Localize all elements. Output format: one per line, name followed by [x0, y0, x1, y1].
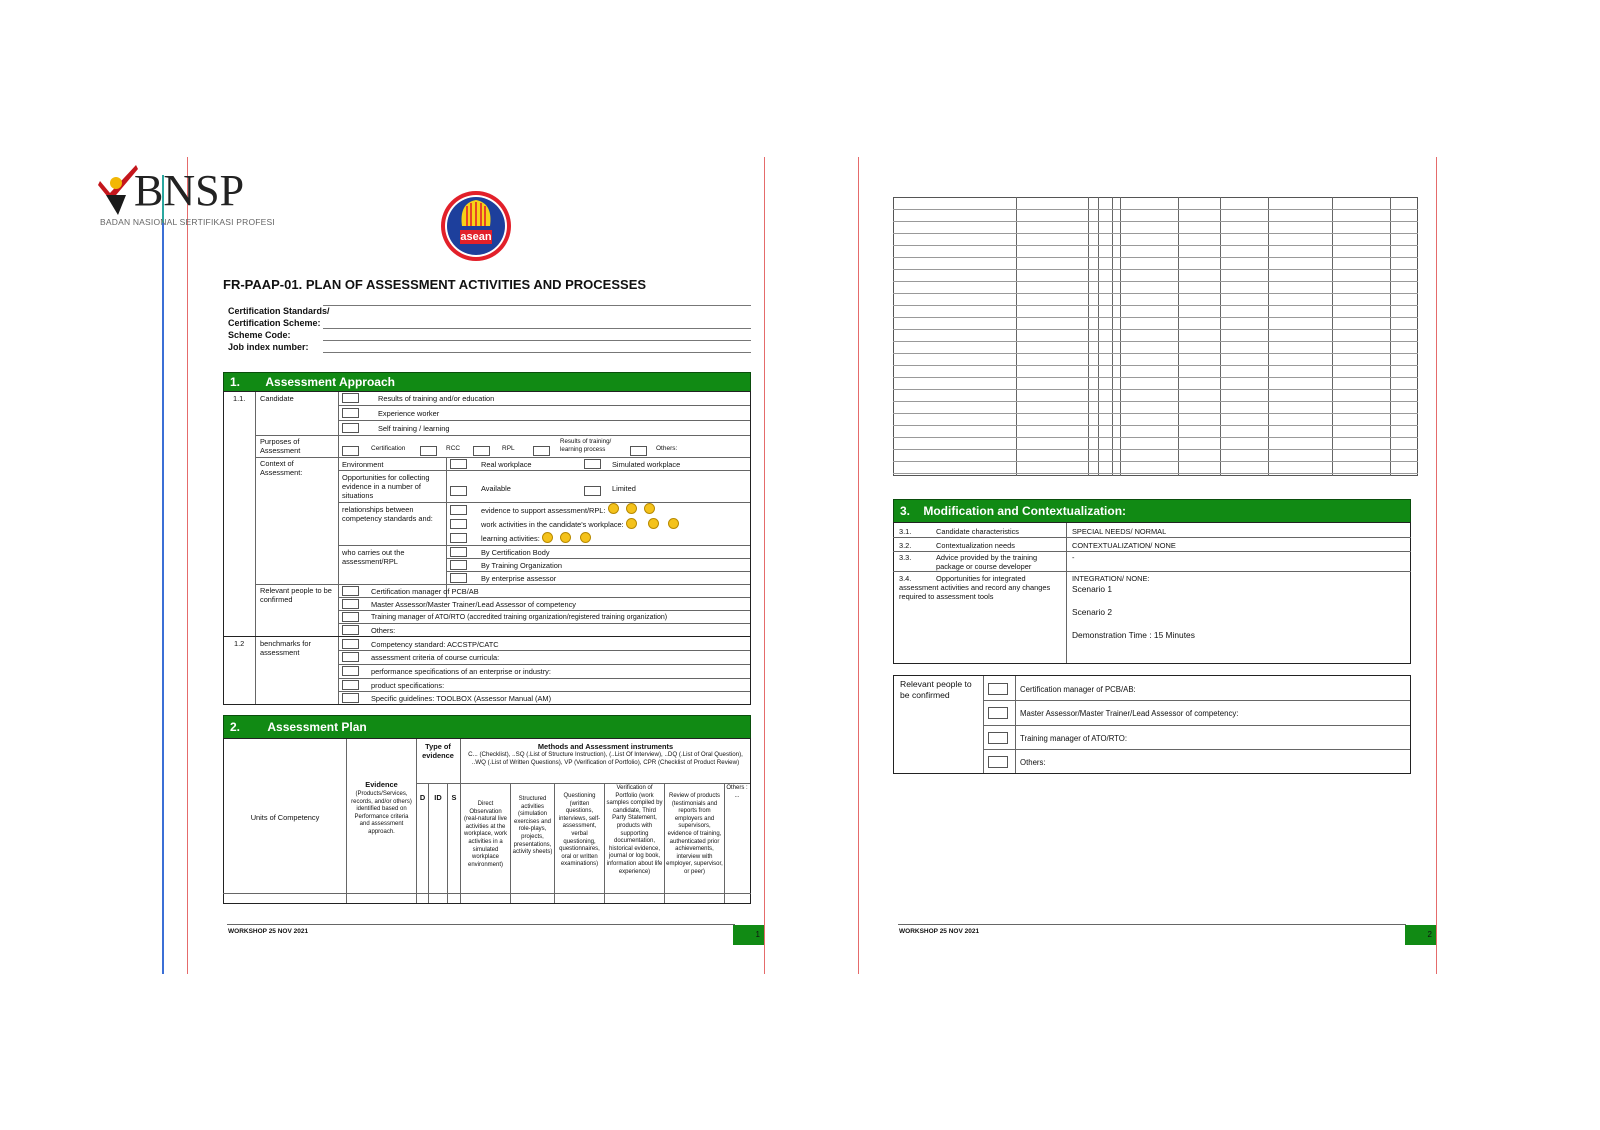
page-2-number: 2 — [1405, 925, 1436, 945]
checkbox[interactable] — [988, 683, 1008, 695]
smiley-sad-icon[interactable] — [668, 518, 679, 529]
checkbox[interactable] — [342, 393, 359, 403]
method-col-direct-observation: Direct Observation (real-natural live activities at the workplace, work activities in a simulated workplace environment) — [463, 801, 508, 868]
grid-row-line — [893, 389, 1418, 390]
row-line — [983, 725, 1410, 726]
section-1-title: Assessment Approach — [265, 375, 395, 389]
relevant-option: Master Assessor/Master Trainer/Lead Assessor of competency — [371, 600, 576, 609]
method-col-questioning: Questioning (written questions, interviews, self-assessment, verbal questioning, questionnaires, oral or written examinations) — [558, 793, 601, 868]
checkbox[interactable] — [342, 612, 359, 622]
scenario-1: Scenario 1 — [1072, 584, 1113, 594]
grid-row-line — [893, 365, 1418, 366]
grid-row-line — [893, 341, 1418, 342]
grid-row-line — [893, 245, 1418, 246]
grid-row-line — [893, 221, 1418, 222]
grid-col-line — [1178, 197, 1179, 476]
checkbox[interactable] — [420, 446, 437, 456]
red-guide-line-3 — [858, 157, 859, 974]
grid-row-line — [893, 473, 1418, 474]
purpose-option: Results of training/ learning process — [560, 438, 612, 453]
bnsp-logo-subtitle: BADAN NASIONAL SERTIFIKASI PROFESI — [100, 217, 275, 227]
relationships-label: relationships between competency standards and: — [342, 505, 433, 523]
row-line — [983, 700, 1410, 701]
checkbox[interactable] — [342, 446, 359, 456]
purpose-option: Certification — [371, 445, 406, 452]
grid-row-line — [893, 449, 1418, 450]
section-2-header — [223, 715, 751, 739]
smiley-sad-icon[interactable] — [580, 532, 591, 543]
grid-row-line — [893, 305, 1418, 306]
checkbox[interactable] — [342, 408, 359, 418]
section-2-number: 2. — [230, 720, 241, 734]
who-carries-label: who carries out the assessment/RPL — [342, 548, 405, 566]
row-line — [338, 502, 750, 503]
smiley-sad-icon[interactable] — [644, 503, 655, 514]
checkbox[interactable] — [533, 446, 550, 456]
grid-row-line — [893, 329, 1418, 330]
row-line — [893, 537, 1411, 538]
grid-row-line — [893, 377, 1418, 378]
relevant-option: Certification manager of PCB/AB: — [1020, 685, 1136, 694]
row-1-1-number: 1.1. — [233, 394, 246, 403]
red-guide-line-4 — [1436, 157, 1437, 974]
evidence-header: Evidence — [365, 780, 398, 789]
row-3-3-number: 3.3. — [899, 553, 912, 562]
real-workplace-label: Real workplace — [481, 460, 532, 469]
grid-row-line — [893, 209, 1418, 210]
row-line — [255, 435, 750, 436]
grid-row-line — [893, 461, 1418, 462]
section-3-number: 3. — [900, 504, 911, 518]
checkbox[interactable] — [450, 519, 467, 529]
meta-line[interactable] — [323, 328, 751, 329]
relevant-people-label: Relevant people to be confirmed — [260, 586, 332, 604]
candidate-option: Experience worker — [378, 409, 440, 418]
section-1-header — [223, 372, 751, 392]
checkbox[interactable] — [342, 423, 359, 433]
row-3-2-label: Contextualization needs — [936, 541, 1015, 550]
grid-row-line — [893, 257, 1418, 258]
row-line — [893, 571, 1411, 572]
col-line — [346, 739, 347, 903]
asean-logo-text: asean — [460, 231, 492, 243]
page-1-number: 1 — [733, 925, 764, 945]
benchmark-option: Specific guidelines: TOOLBOX (Assessor Manual (AM) — [371, 694, 552, 703]
row-line — [338, 405, 750, 406]
purpose-option: RPL — [502, 445, 515, 452]
method-col-portfolio: Verification of Portfolio (work samples compiled by candidate, Third Party Statement, products with supporting documentation, historical evidence, journal or log book, information about life experience) — [606, 785, 663, 875]
grid-row-line — [893, 281, 1418, 282]
grid-col-line — [1332, 197, 1333, 476]
benchmark-option: assessment criteria of course curricula: — [371, 653, 500, 662]
relevant-option: Others: — [1020, 758, 1046, 767]
row-line — [338, 597, 750, 598]
row-3-2-number: 3.2. — [899, 541, 912, 550]
row-line — [338, 470, 750, 471]
row-line — [223, 893, 751, 894]
candidate-option: Results of training and/or education — [378, 394, 495, 403]
meta-scheme-code: Scheme Code: — [228, 330, 291, 340]
checkbox[interactable] — [473, 446, 490, 456]
relationship-option: learning activities: — [481, 534, 540, 543]
grid-row-line — [893, 293, 1418, 294]
col-line — [1066, 523, 1067, 663]
meta-line[interactable] — [323, 305, 751, 306]
row-line — [223, 636, 751, 637]
row-line — [338, 610, 750, 611]
page-2-footer: WORKSHOP 25 NOV 2021 — [899, 928, 980, 935]
row-line — [446, 558, 750, 559]
footer-line — [227, 924, 735, 925]
grid-col-line — [1268, 197, 1269, 476]
grid-row-line — [893, 269, 1418, 270]
grid-col-line — [1390, 197, 1391, 476]
smiley-neutral-icon[interactable] — [648, 518, 659, 529]
row-line — [338, 664, 750, 665]
available-label: Available — [481, 484, 511, 493]
candidate-option: Self training / learning — [378, 424, 450, 433]
purpose-option: RCC — [446, 445, 461, 452]
grid-col-line — [1220, 197, 1221, 476]
checkbox[interactable] — [342, 693, 359, 703]
benchmark-option: Competency standard: ACCSTP/CATC — [371, 640, 499, 649]
row-3-1-value: SPECIAL NEEDS/ NORMAL — [1072, 527, 1167, 536]
smiley-happy-icon[interactable] — [608, 503, 619, 514]
blue-guide-line — [162, 222, 164, 974]
benchmark-option: performance specifications of an enterprise or industry: — [371, 667, 551, 676]
environment-label: Environment — [342, 460, 384, 469]
row-3-3-label: Advice provided by the training package or course developer — [936, 553, 1038, 571]
row-1-2-number: 1.2 — [234, 639, 245, 648]
section-3-title: Modification and Contextualization: — [923, 504, 1127, 518]
smiley-neutral-icon[interactable] — [626, 503, 637, 514]
col-line — [416, 739, 417, 903]
benchmark-option: product specifications: — [371, 681, 445, 690]
relationship-option: work activities in the candidate's workplace: — [481, 520, 624, 529]
checkbox[interactable] — [342, 625, 359, 635]
limited-label: Limited — [612, 484, 636, 493]
who-option: By Certification Body — [481, 548, 550, 557]
type-d: D — [419, 793, 426, 802]
relevant-option: Others: — [371, 626, 396, 635]
meta-cert-scheme: Certification Scheme: — [228, 318, 321, 328]
row-line — [255, 457, 750, 458]
document-title: FR-PAAP-01. PLAN OF ASSESSMENT ACTIVITIES AND PROCESSES — [223, 277, 647, 292]
methods-header: Methods and Assessment instruments — [537, 742, 674, 751]
row-line — [983, 749, 1410, 750]
smiley-happy-icon[interactable] — [626, 518, 637, 529]
asean-rice-sheaf-emblem-icon — [440, 190, 512, 262]
grid-row-line — [893, 233, 1418, 234]
checkbox[interactable] — [450, 505, 467, 515]
checkbox[interactable] — [988, 756, 1008, 768]
checkbox[interactable] — [342, 652, 359, 662]
relevant-option: Training manager of ATO/RTO: — [1020, 734, 1128, 743]
type-id: ID — [434, 793, 442, 802]
row-3-2-value: CONTEXTUALIZATION/ NONE — [1072, 541, 1176, 550]
row-line — [338, 691, 750, 692]
method-col-review-products: Review of products (testimonials and reports from employers and supervisors, evidence of training, authenticated prior achievements, interview with employer, supervisor, or peer) — [666, 793, 723, 875]
grid-col-line — [1120, 197, 1121, 476]
purpose-option: Others: — [656, 445, 678, 452]
method-col-others: Others : ... — [726, 785, 748, 799]
grid-col-line — [1112, 197, 1113, 476]
checkbox[interactable] — [450, 547, 467, 557]
who-option: By enterprise assessor — [481, 574, 557, 583]
opportunities-label: Opportunities for collecting evidence in a number of situations — [342, 473, 430, 500]
relevant-option: Training manager of ATO/RTO (accredited training organization/registered training organization) — [371, 614, 668, 621]
meta-line[interactable] — [323, 340, 751, 341]
row-line — [338, 545, 750, 546]
checkbox[interactable] — [342, 599, 359, 609]
grid-row-line — [893, 401, 1418, 402]
relevant-people-label: Relevant people to be confirmed — [900, 679, 972, 700]
grid-col-line — [1016, 197, 1017, 476]
checkbox[interactable] — [342, 639, 359, 649]
relevant-option: Certification manager of PCB/AB — [371, 587, 479, 596]
checkbox[interactable] — [988, 707, 1008, 719]
checkbox[interactable] — [342, 666, 359, 676]
grid-col-line — [1098, 197, 1099, 476]
method-col-structured-activities: Structured activities (simulation exercises and role-plays, projects, presentations, activity sheets) — [512, 796, 553, 856]
col-line — [724, 783, 725, 903]
methods-subheader: C... (Checklist), ..SQ (.List of Structure Instruction), (..List Of Interview), ..DQ (.List of Oral Question), ..WQ (.List of Written Questions), VP (Verification of Portfolio), CPR (Checklist of Product Review) — [468, 751, 743, 766]
checkbox[interactable] — [342, 680, 359, 690]
simulated-workplace-label: Simulated workplace — [612, 460, 681, 469]
checkbox[interactable] — [630, 446, 647, 456]
col-line — [604, 783, 605, 903]
row-3-4-label: Opportunities for integrated assessment activities and record any changes required to assessment tools — [899, 574, 1051, 601]
checkbox[interactable] — [450, 560, 467, 570]
smiley-neutral-icon[interactable] — [560, 532, 571, 543]
grid-row-line — [893, 437, 1418, 438]
grid-row-line — [893, 425, 1418, 426]
demonstration-time: Demonstration Time : 15 Minutes — [1072, 630, 1195, 640]
relationship-option: evidence to support assessment/RPL: — [481, 506, 606, 515]
row-3-1-number: 3.1. — [899, 527, 912, 536]
continued-grid-table[interactable] — [893, 197, 1418, 476]
row-3-1-label: Candidate characteristics — [936, 527, 1019, 536]
relevant-option: Master Assessor/Master Trainer/Lead Assessor of competency: — [1020, 709, 1239, 718]
meta-job-index: Job index number: — [228, 342, 309, 352]
context-label: Context of Assessment: — [260, 459, 303, 477]
row-3-4-number: 3.4. — [899, 574, 912, 583]
row-line — [416, 783, 750, 784]
col-line — [446, 458, 447, 598]
red-guide-line-1 — [187, 157, 188, 974]
benchmarks-label: benchmarks for assessment — [260, 639, 311, 657]
type-of-evidence-header: Type of evidence — [422, 742, 454, 760]
checkbox[interactable] — [988, 732, 1008, 744]
col-line — [554, 783, 555, 903]
checkbox[interactable] — [450, 533, 467, 543]
bnsp-logo-text: BNSP — [134, 166, 245, 215]
row-line — [338, 420, 750, 421]
units-of-competency-header: Units of Competency — [250, 813, 320, 822]
grid-row-line — [893, 353, 1418, 354]
who-option: By Training Organization — [481, 561, 562, 570]
row-line — [338, 650, 750, 651]
checkbox[interactable] — [584, 486, 601, 496]
grid-row-line — [893, 413, 1418, 414]
red-guide-line-2 — [764, 157, 765, 974]
purposes-label: Purposes of Assessment — [260, 437, 301, 455]
section-2-title: Assessment Plan — [267, 720, 367, 734]
col-line — [460, 739, 461, 903]
meta-cert-standards: Certification Standards/ — [228, 306, 330, 316]
section-1-number: 1. — [230, 375, 241, 389]
candidate-label: Candidate — [260, 394, 294, 403]
meta-line[interactable] — [323, 352, 751, 353]
row-line — [446, 571, 750, 572]
type-s: S — [451, 793, 457, 802]
checkbox[interactable] — [450, 573, 467, 583]
row-line — [338, 678, 750, 679]
row-line — [338, 623, 750, 624]
checkbox[interactable] — [584, 459, 601, 469]
scenario-2: Scenario 2 — [1072, 607, 1113, 617]
col-line — [510, 783, 511, 903]
row-3-4-value: INTEGRATION/ NONE: — [1072, 574, 1150, 583]
col-line — [255, 392, 256, 704]
row-line — [255, 584, 750, 585]
col-line — [664, 783, 665, 903]
col-line — [338, 392, 339, 704]
row-line — [893, 551, 1411, 552]
smiley-happy-icon[interactable] — [542, 532, 553, 543]
section-3-header — [893, 499, 1411, 523]
evidence-subheader: (Products/Services, records, and/or others) identified based on Performance criteria and assessment approach. — [351, 791, 412, 835]
page-1-footer: WORKSHOP 25 NOV 2021 — [228, 928, 309, 935]
asean-logo — [440, 190, 512, 262]
grid-col-line — [1088, 197, 1089, 476]
grid-row-line — [893, 317, 1418, 318]
footer-line — [898, 924, 1406, 925]
checkbox[interactable] — [450, 459, 467, 469]
checkbox[interactable] — [450, 486, 467, 496]
bnsp-logo — [96, 163, 275, 233]
row-3-3-value: - — [1072, 553, 1075, 562]
checkbox[interactable] — [342, 586, 359, 596]
